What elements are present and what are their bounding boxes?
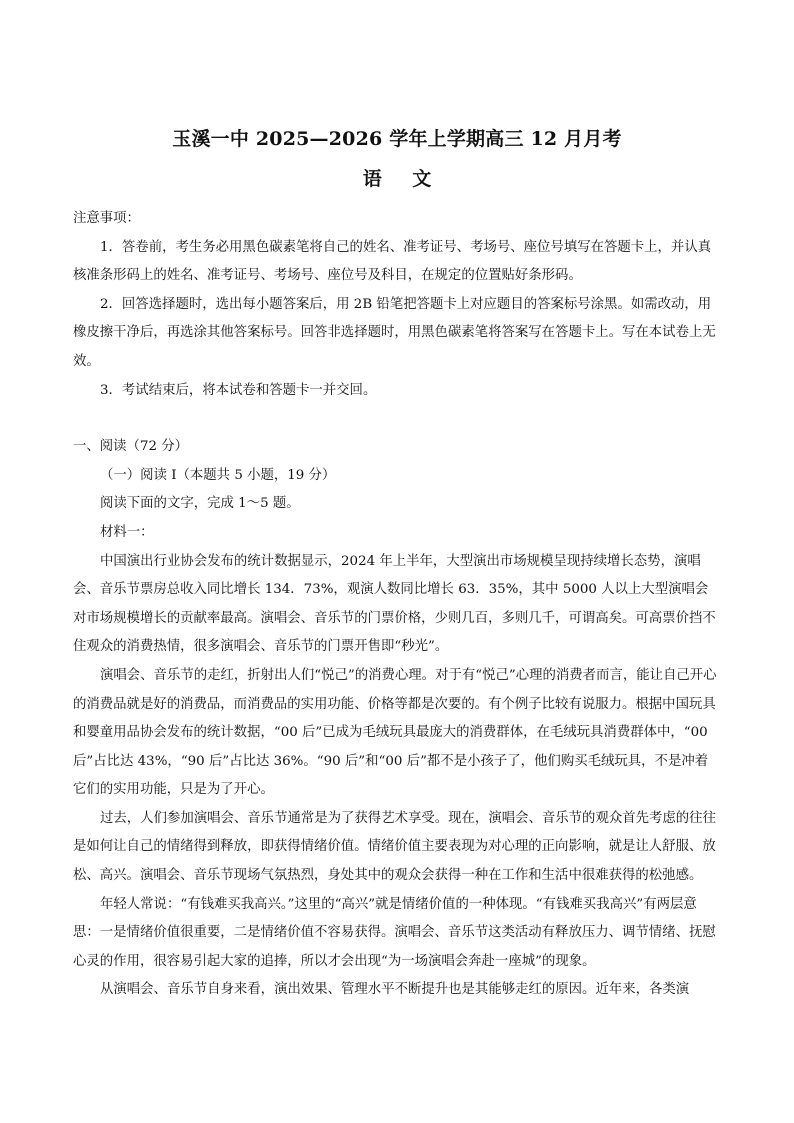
exam-title: 玉溪一中 2025—2026 学年上学期高三 12 月月考 — [172, 128, 622, 150]
notice-heading: 注意事项： — [73, 211, 140, 226]
notice-item-1: 1．答卷前，考生务必用黑色碳素笔将自己的姓名、准考证号、考场号、座位号填写在答题卡上，并认真核准条形码上的姓名、准考证号、考场号、座位号及科目，在规定的位置贴好条形码。 — [73, 239, 712, 284]
notice-item-3: 3．考试结束后，将本试卷和答题卡一并交回。 — [100, 382, 377, 398]
passage-paragraph-2: 演唱会、音乐节的走红，折射出人们“悦己”的消费心理。对于有“悦己”心理的消费者而言，能让自己开心的消费品就是好的消费品，而消费品的实用功能、价格等都是次要的。有个例子比较有说服力。根据中国玩具和婴童用品协会发布的统计数据，“00 后”已成为毛绒玩具最庞大的消费群体，在毛绒玩具消费群体中，“00 后”占比达 43%，“90 后”占比达 36%。“90 后”和“00 后”都不是小孩子了，他们购买毛绒玩具，不是冲着它们的实用功能，只是为了开心。 — [73, 667, 717, 798]
notice-item-2: 2．回答选择题时，选出每小题答案后，用 2B 铅笔把答题卡上对应题目的答案标号涂黑。如需改动，用橡皮擦干净后，再选涂其他答案标号。回答非选择题时，用黑色碳素笔将答案写在答题卡上。写在本试卷上无效。 — [73, 296, 716, 369]
passage-paragraph-4: 年轻人常说：“有钱难买我高兴。”这里的“高兴”就是情绪价值的一种体现。“有钱难买我高兴”有两层意思：一是情绪价值很重要，二是情绪价值不容易获得。演唱会、音乐节这类活动有释放压力、调节情绪、抚慰心灵的作用，很容易引起大家的追捧，所以才会出现“为一场演唱会奔赴一座城”的现象。 — [73, 896, 716, 969]
passage-paragraph-5: 从演唱会、音乐节自身来看，演出效果、管理水平不断提升也是其能够走红的原因。近年来，各类演 — [100, 982, 690, 998]
subject-title: 语 文 — [362, 168, 432, 190]
subsection-heading: （一）阅读 I（本题共 5 小题，19 分） — [100, 467, 336, 483]
passage-paragraph-3: 过去，人们参加演唱会、音乐节通常是为了获得艺术享受。现在，演唱会、音乐节的观众首先考虑的往往是如何让自己的情绪得到释放，即获得情绪价值。情绪价值主要表现为对心理的正向影响，就是让人舒服、放松、高兴。演唱会、音乐节现场气氛热烈，身处其中的观众会获得一种在工作和生活中很难获得的松弛感。 — [73, 810, 716, 884]
material-label: 材料一： — [100, 524, 154, 540]
exam-body — [73, 205, 721, 1005]
reading-instruction: 阅读下面的文字，完成 1～5 题。 — [100, 496, 300, 512]
section-heading: 一、阅读（72 分） — [73, 439, 189, 455]
passage-paragraph-1: 中国演出行业协会发布的统计数据显示，2024 年上半年，大型演出市场规模呈现持续增长态势，演唱会、音乐节票房总收入同比增长 134．73%，观演人数同比增长 63．35%，其中 5000 人以上大型演唱会对市场规模增长的贡献率最高。演唱会、音乐节的门票价格，少则几百，多则几千，可谓高矣。可高票价挡不住观众的消费热情，很多演唱会、音乐节的门票开售即“秒光”。 — [73, 553, 716, 655]
